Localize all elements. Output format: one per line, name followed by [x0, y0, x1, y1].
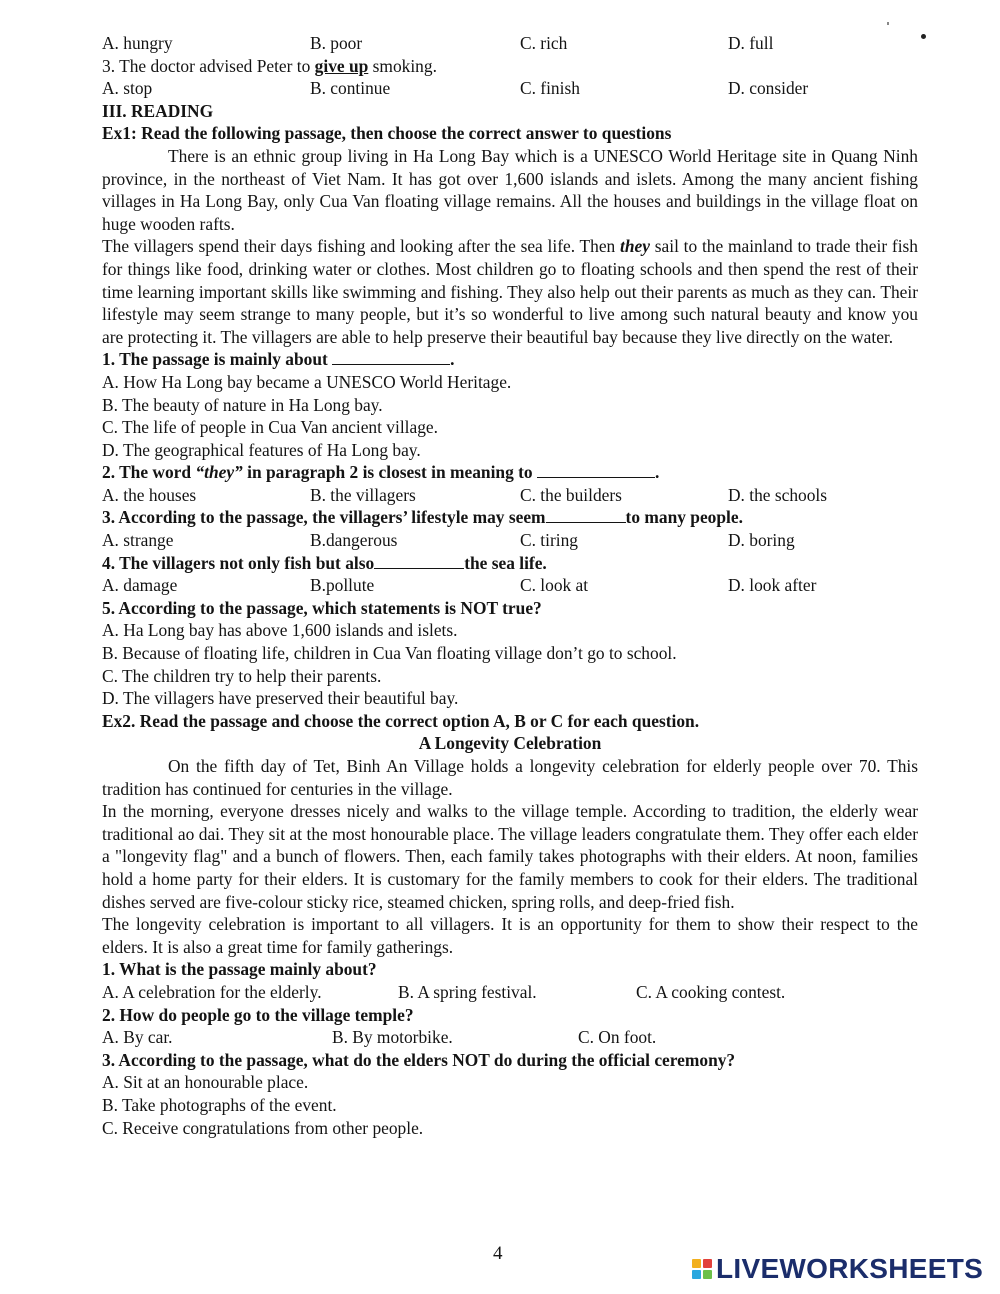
prev-question-options [102, 32, 918, 55]
ex2-q3-option-b: B. Take photographs of the event. [102, 1094, 337, 1115]
answer-blank[interactable] [374, 553, 464, 569]
q5-option-a: A. Ha Long bay has above 1,600 islands and islets. [102, 620, 458, 641]
q3-options [102, 529, 918, 552]
option-c: C. rich [520, 33, 568, 53]
option-d: D. boring [728, 530, 795, 551]
underlined-phrase: give up [314, 55, 369, 76]
option-c: C. tiring [520, 530, 578, 551]
passage-2-title: A Longevity Celebration [418, 733, 602, 754]
vocab-question-3: 3. The doctor advised Peter to give up smoking. [102, 55, 437, 76]
section-heading: III. READING [102, 100, 214, 121]
scan-speck [887, 22, 889, 25]
page-number: 4 [493, 1243, 503, 1264]
answer-blank[interactable] [332, 349, 450, 365]
answer-blank[interactable] [546, 507, 626, 523]
passage-1-paragraph-1: There is an ethnic group living in Ha Long Bay which is a UNESCO World Heritage site in Quang Ninh province, in the northeast of Viet Nam. It has got over 1,600 islands and islets. Among the many ancient fishing villages in Ha Long Bay, only Cua Van floating village remains. All the houses and buildings in the village float on huge wooden rafts. [102, 145, 918, 234]
option-d: D. consider [728, 78, 809, 99]
option-a: A. strange [102, 530, 174, 551]
question-4: 4. The villagers not only fish but also the sea life. [102, 552, 547, 573]
logo-text: LIVEWORKSHEETS [716, 1253, 984, 1284]
question-5: 5. According to the passage, which statements is NOT true? [102, 597, 542, 618]
q5-option-d: D. The villagers have preserved their beautiful bay. [102, 688, 459, 709]
option-c: C. On foot. [578, 1027, 657, 1048]
q1-option-c: C. The life of people in Cua Van ancient village. [102, 417, 438, 438]
option-b: B. By motorbike. [332, 1027, 453, 1048]
liveworksheets-logo [692, 1254, 983, 1284]
option-c: C. the builders [520, 484, 622, 505]
ex2-q3-option-c: C. Receive congratulations from other people. [102, 1117, 424, 1138]
passage-2-paragraph-3: The longevity celebration is important to all villagers. It is an opportunity for them to show their respect to the elders. It is also a great time for family gatherings. [102, 914, 918, 957]
exercise-2-title: Ex2. Read the passage and choose the correct option A, B or C for each question. [102, 710, 700, 731]
answer-blank[interactable] [537, 462, 655, 478]
option-c: C. A cooking contest. [636, 981, 786, 1002]
q1-option-d: D. The geographical features of Ha Long bay. [102, 439, 421, 460]
ex2-question-3: 3. According to the passage, what do the elders NOT do during the official ceremony? [102, 1049, 736, 1070]
option-b: B. A spring festival. [398, 981, 537, 1002]
option-b: B. poor [310, 33, 363, 53]
option-a: A. stop [102, 78, 153, 99]
ex2-q3-option-a: A. Sit at an honourable place. [102, 1072, 309, 1093]
emphasized-word: they [620, 236, 650, 257]
option-d: D. look after [728, 575, 817, 596]
q5-option-b: B. Because of floating life, children in Cua Van floating village don’t go to school. [102, 643, 677, 664]
option-c: C. finish [520, 78, 580, 99]
worksheet-content [102, 32, 918, 1139]
option-b: B. the villagers [310, 484, 416, 505]
ex2-q2-options [102, 1026, 918, 1049]
option-a: A. By car. [102, 1027, 173, 1048]
option-d: D. the schools [728, 484, 828, 505]
option-d: D. full [728, 33, 774, 53]
option-a: A. damage [102, 575, 178, 596]
option-a: A. the houses [102, 484, 197, 505]
q1-option-b: B. The beauty of nature in Ha Long bay. [102, 394, 383, 415]
q4-options [102, 574, 918, 597]
option-a: A. A celebration for the elderly. [102, 981, 322, 1002]
option-c: C. look at [520, 575, 589, 596]
logo-squares-icon [692, 1259, 712, 1279]
option-b: B. continue [310, 78, 391, 99]
option-b: B.dangerous [310, 530, 398, 551]
vocab-question-3-options [102, 77, 918, 100]
option-b: B.pollute [310, 575, 375, 596]
ex2-q1-options [102, 981, 918, 1004]
passage-1-paragraph-2: The villagers spend their days fishing and looking after the sea life. Then they sail to the mainland to trade their fish for things like food, drinking water or clothes. Most children go to floating schools and then spend the rest of their time learning important skills like swimming and fishing. They also help out their parents as much as they can. Their lifestyle may seem strange to many people, but it’s so wonderful to live among such natural beauty and know you are protecting it. The villagers are able to help preserve their beautiful bay because they live directly on the water. [102, 236, 919, 347]
question-1: 1. The passage is mainly about . [102, 349, 455, 370]
ex2-question-1: 1. What is the passage mainly about? [102, 959, 377, 980]
q1-option-a: A. How Ha Long bay became a UNESCO World Heritage. [102, 371, 512, 392]
option-a: A. hungry [102, 33, 173, 53]
question-3: 3. According to the passage, the villagers’ lifestyle may seem to many people. [102, 507, 743, 528]
question-2: 2. The word “they” in paragraph 2 is closest in meaning to . [102, 462, 660, 483]
q5-option-c: C. The children try to help their parents. [102, 665, 382, 686]
exercise-1-title: Ex1: Read the following passage, then choose the correct answer to questions [102, 123, 672, 144]
q2-options [102, 484, 918, 507]
ex2-question-2: 2. How do people go to the village temple? [102, 1004, 414, 1025]
scan-dot [921, 34, 926, 39]
passage-2-paragraph-2: In the morning, everyone dresses nicely and walks to the village temple. According to tradition, the elderly wear traditional ao dai. They sit at the most honourable place. The village leaders congratulate them. They offer each elder a "longevity flag" and a bunch of flowers. Then, each family takes photographs with their elders. At noon, families hold a home party for their elders. It is customary for the family members to cook for their elders. The traditional dishes served are five-colour sticky rice, steamed chicken, spring rolls, and deep-fried fish. [102, 801, 918, 912]
passage-2-paragraph-1: On the fifth day of Tet, Binh An Village holds a longevity celebration for elderly people over 70. This tradition has continued for centuries in the village. [102, 756, 918, 799]
